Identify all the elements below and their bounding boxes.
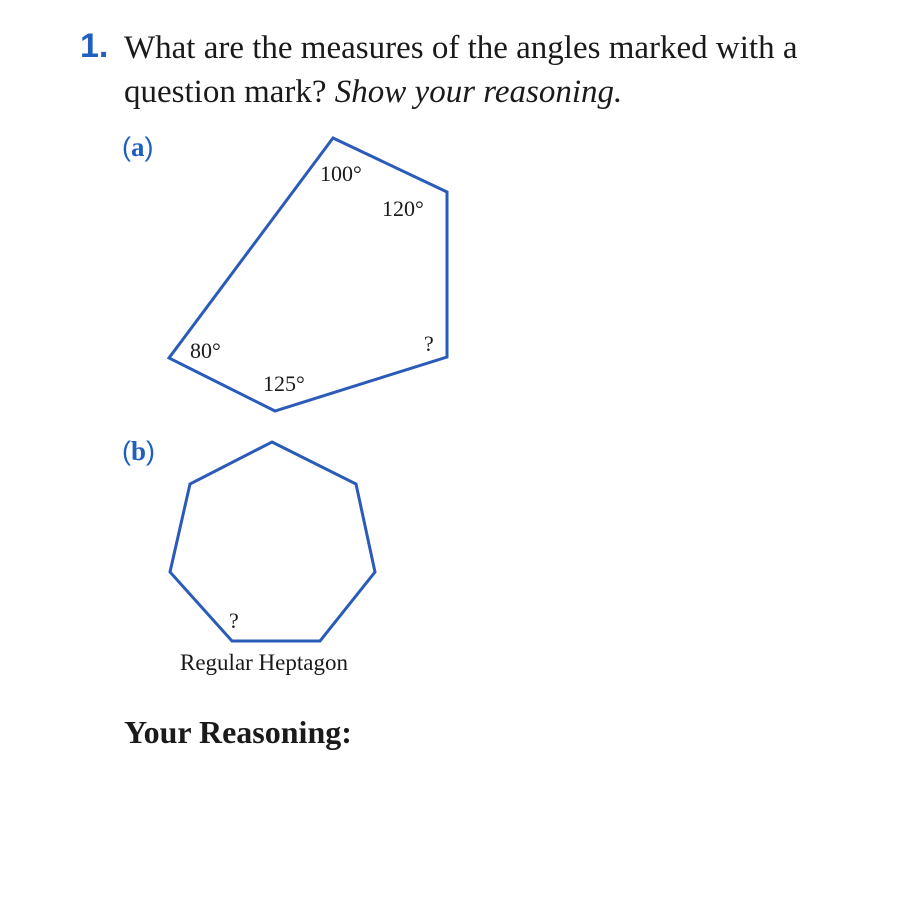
heptagon-figure — [170, 442, 375, 641]
reasoning-heading: Your Reasoning: — [124, 714, 352, 750]
angle-label-bottom: 125° — [263, 371, 305, 396]
heptagon-caption: Regular Heptagon — [180, 650, 348, 675]
angle-label-unknown-b: ? — [229, 608, 239, 633]
part-b-letter: b — [131, 436, 147, 466]
part-a-letter: a — [131, 132, 145, 162]
question-instruction: Show your reasoning. — [334, 74, 623, 110]
pentagon-figure — [169, 138, 447, 411]
angle-label-top: 100° — [320, 161, 362, 186]
question-number: 1. — [80, 27, 109, 65]
question-main-text: What are the measures of the angles marked with a question mark? — [124, 30, 798, 110]
part-a-label: (a) — [122, 132, 154, 162]
angle-label-left: 80° — [190, 338, 221, 363]
angle-label-top-right: 120° — [382, 196, 424, 221]
part-b-label: (b) — [122, 436, 156, 466]
angle-label-unknown-a: ? — [424, 331, 434, 356]
